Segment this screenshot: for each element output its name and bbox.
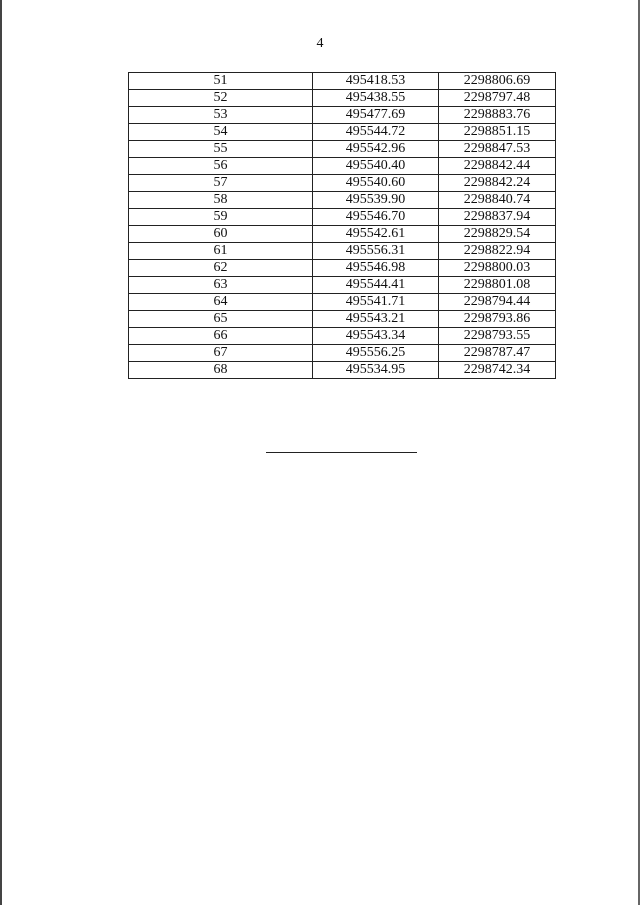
page-number: 4 bbox=[316, 36, 324, 51]
table-row bbox=[129, 90, 556, 107]
coordinates-table-body bbox=[129, 73, 556, 379]
y-coordinate-cell: 2298837.94 bbox=[439, 209, 556, 226]
x-coordinate-cell: 495556.31 bbox=[313, 243, 439, 260]
point-number-cell: 53 bbox=[129, 107, 313, 124]
y-coordinate-cell: 2298800.03 bbox=[439, 260, 556, 277]
y-coordinate-cell: 2298829.54 bbox=[439, 226, 556, 243]
x-coordinate-cell: 495543.34 bbox=[313, 328, 439, 345]
table-row bbox=[129, 107, 556, 124]
y-coordinate-cell: 2298742.34 bbox=[439, 362, 556, 379]
point-number-cell: 60 bbox=[129, 226, 313, 243]
point-number-cell: 61 bbox=[129, 243, 313, 260]
point-number-cell: 54 bbox=[129, 124, 313, 141]
y-coordinate-cell: 2298801.08 bbox=[439, 277, 556, 294]
point-number-cell: 64 bbox=[129, 294, 313, 311]
x-coordinate-cell: 495543.21 bbox=[313, 311, 439, 328]
table-row bbox=[129, 158, 556, 175]
point-number-cell: 57 bbox=[129, 175, 313, 192]
x-coordinate-cell: 495477.69 bbox=[313, 107, 439, 124]
y-coordinate-cell: 2298842.24 bbox=[439, 175, 556, 192]
x-coordinate-cell: 495542.96 bbox=[313, 141, 439, 158]
point-number-cell: 58 bbox=[129, 192, 313, 209]
y-coordinate-cell: 2298840.74 bbox=[439, 192, 556, 209]
x-coordinate-cell: 495546.98 bbox=[313, 260, 439, 277]
point-number-cell: 56 bbox=[129, 158, 313, 175]
x-coordinate-cell: 495544.41 bbox=[313, 277, 439, 294]
y-coordinate-cell: 2298797.48 bbox=[439, 90, 556, 107]
y-coordinate-cell: 2298883.76 bbox=[439, 107, 556, 124]
y-coordinate-cell: 2298793.55 bbox=[439, 328, 556, 345]
table-row bbox=[129, 260, 556, 277]
table-row bbox=[129, 124, 556, 141]
y-coordinate-cell: 2298851.15 bbox=[439, 124, 556, 141]
y-coordinate-cell: 2298822.94 bbox=[439, 243, 556, 260]
y-coordinate-cell: 2298847.53 bbox=[439, 141, 556, 158]
x-coordinate-cell: 495540.40 bbox=[313, 158, 439, 175]
point-number-cell: 52 bbox=[129, 90, 313, 107]
x-coordinate-cell: 495546.70 bbox=[313, 209, 439, 226]
point-number-cell: 68 bbox=[129, 362, 313, 379]
table-row bbox=[129, 175, 556, 192]
table-row bbox=[129, 294, 556, 311]
point-number-cell: 66 bbox=[129, 328, 313, 345]
y-coordinate-cell: 2298842.44 bbox=[439, 158, 556, 175]
y-coordinate-cell: 2298787.47 bbox=[439, 345, 556, 362]
point-number-cell: 55 bbox=[129, 141, 313, 158]
y-coordinate-cell: 2298793.86 bbox=[439, 311, 556, 328]
x-coordinate-cell: 495542.61 bbox=[313, 226, 439, 243]
x-coordinate-cell: 495540.60 bbox=[313, 175, 439, 192]
x-coordinate-cell: 495539.90 bbox=[313, 192, 439, 209]
table-row bbox=[129, 311, 556, 328]
point-number-cell: 67 bbox=[129, 345, 313, 362]
table-row bbox=[129, 328, 556, 345]
table-row bbox=[129, 345, 556, 362]
point-number-cell: 51 bbox=[129, 73, 313, 90]
x-coordinate-cell: 495556.25 bbox=[313, 345, 439, 362]
point-number-cell: 62 bbox=[129, 260, 313, 277]
x-coordinate-cell: 495418.53 bbox=[313, 73, 439, 90]
table-row bbox=[129, 243, 556, 260]
point-number-cell: 59 bbox=[129, 209, 313, 226]
coordinates-table bbox=[128, 72, 556, 379]
table-row bbox=[129, 192, 556, 209]
end-of-document-rule bbox=[266, 452, 417, 453]
table-row bbox=[129, 362, 556, 379]
x-coordinate-cell: 495544.72 bbox=[313, 124, 439, 141]
x-coordinate-cell: 495534.95 bbox=[313, 362, 439, 379]
scan-left-edge bbox=[0, 0, 2, 905]
y-coordinate-cell: 2298794.44 bbox=[439, 294, 556, 311]
x-coordinate-cell: 495541.71 bbox=[313, 294, 439, 311]
point-number-cell: 65 bbox=[129, 311, 313, 328]
point-number-cell: 63 bbox=[129, 277, 313, 294]
table-row bbox=[129, 141, 556, 158]
table-row bbox=[129, 209, 556, 226]
table-row bbox=[129, 277, 556, 294]
table-row bbox=[129, 226, 556, 243]
x-coordinate-cell: 495438.55 bbox=[313, 90, 439, 107]
table-row bbox=[129, 73, 556, 90]
y-coordinate-cell: 2298806.69 bbox=[439, 73, 556, 90]
